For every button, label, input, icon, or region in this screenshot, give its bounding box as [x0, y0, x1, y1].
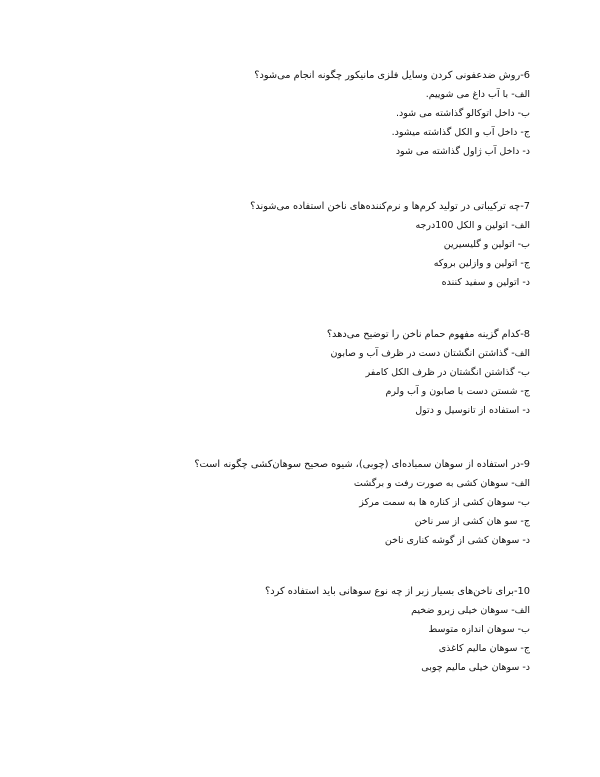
question-text: 10-برای ناخن‌های بسیار زبر از چه نوع سوهانی باید استفاده کرد؟: [265, 586, 530, 597]
option-d: د- استفاده از تانوسیل و دتول: [415, 405, 530, 416]
option-a: الف- اتولین و الکل 100درجه: [415, 220, 530, 231]
option-b: ب- گذاشتن انگشتان در ظرف الکل کامفر: [365, 367, 530, 378]
option-b: ب- سوهان کشی از کناره ها به سمت مرکز: [359, 497, 530, 508]
option-b: ب- داخل اتوکالو گذاشته می شود.: [395, 108, 530, 119]
option-b: ب- اتولین و گلیسیرین: [443, 239, 530, 250]
question-8: [60, 325, 530, 420]
question-text: 9-در استفاده از سوهان سمباده‌ای (چوبی)، شیوه صحیح سوهان‌کشی چگونه است؟: [194, 459, 530, 470]
option-a: الف- سوهان کشی به صورت رفت و برگشت: [353, 478, 530, 489]
option-c: ج- سو هان کشی از سر ناخن: [414, 516, 530, 527]
option-d: د- سوهان خیلی مالیم چوبی: [421, 662, 530, 673]
question-text: 7-چه ترکیباتی در تولید کرم‌ها و نرم‌کننده‌های ناخن استفاده می‌شوند؟: [250, 201, 530, 212]
question-text: 6-روش ضدعفونی کردن وسایل فلزی مانیکور چگونه انجام می‌شود؟: [254, 70, 530, 81]
option-c: ج- سوهان مالیم کاغذی: [438, 643, 530, 654]
option-c: ج- شستن دست با صابون و آب ولرم: [385, 386, 530, 397]
option-d: د- سوهان کشی از گوشه کناری ناخن: [384, 535, 530, 546]
question-7: [60, 197, 530, 292]
question-10: [60, 582, 530, 677]
option-b: ب- سوهان اندازه متوسط: [428, 624, 530, 635]
option-d: د- داخل آب ژاول گذاشته می شود: [395, 146, 530, 157]
option-a: الف- با آب داغ می شوییم.: [425, 89, 530, 100]
option-c: ج- داخل آب و الکل گذاشته میشود.: [391, 127, 530, 138]
question-9: [60, 455, 530, 550]
option-a: الف- گذاشتن انگشتان دست در ظرف آب و صابون: [330, 348, 530, 359]
option-d: د- اتولین و سفید کننده: [441, 277, 530, 288]
question-text: 8-کدام گزینه مفهوم حمام ناخن را توضیح می‌دهد؟: [326, 329, 530, 340]
question-6: [60, 66, 530, 161]
option-a: الف- سوهان خیلی زبرو ضخیم: [411, 605, 530, 616]
option-c: ج- اتولین و وازلین بروکه: [433, 258, 530, 269]
